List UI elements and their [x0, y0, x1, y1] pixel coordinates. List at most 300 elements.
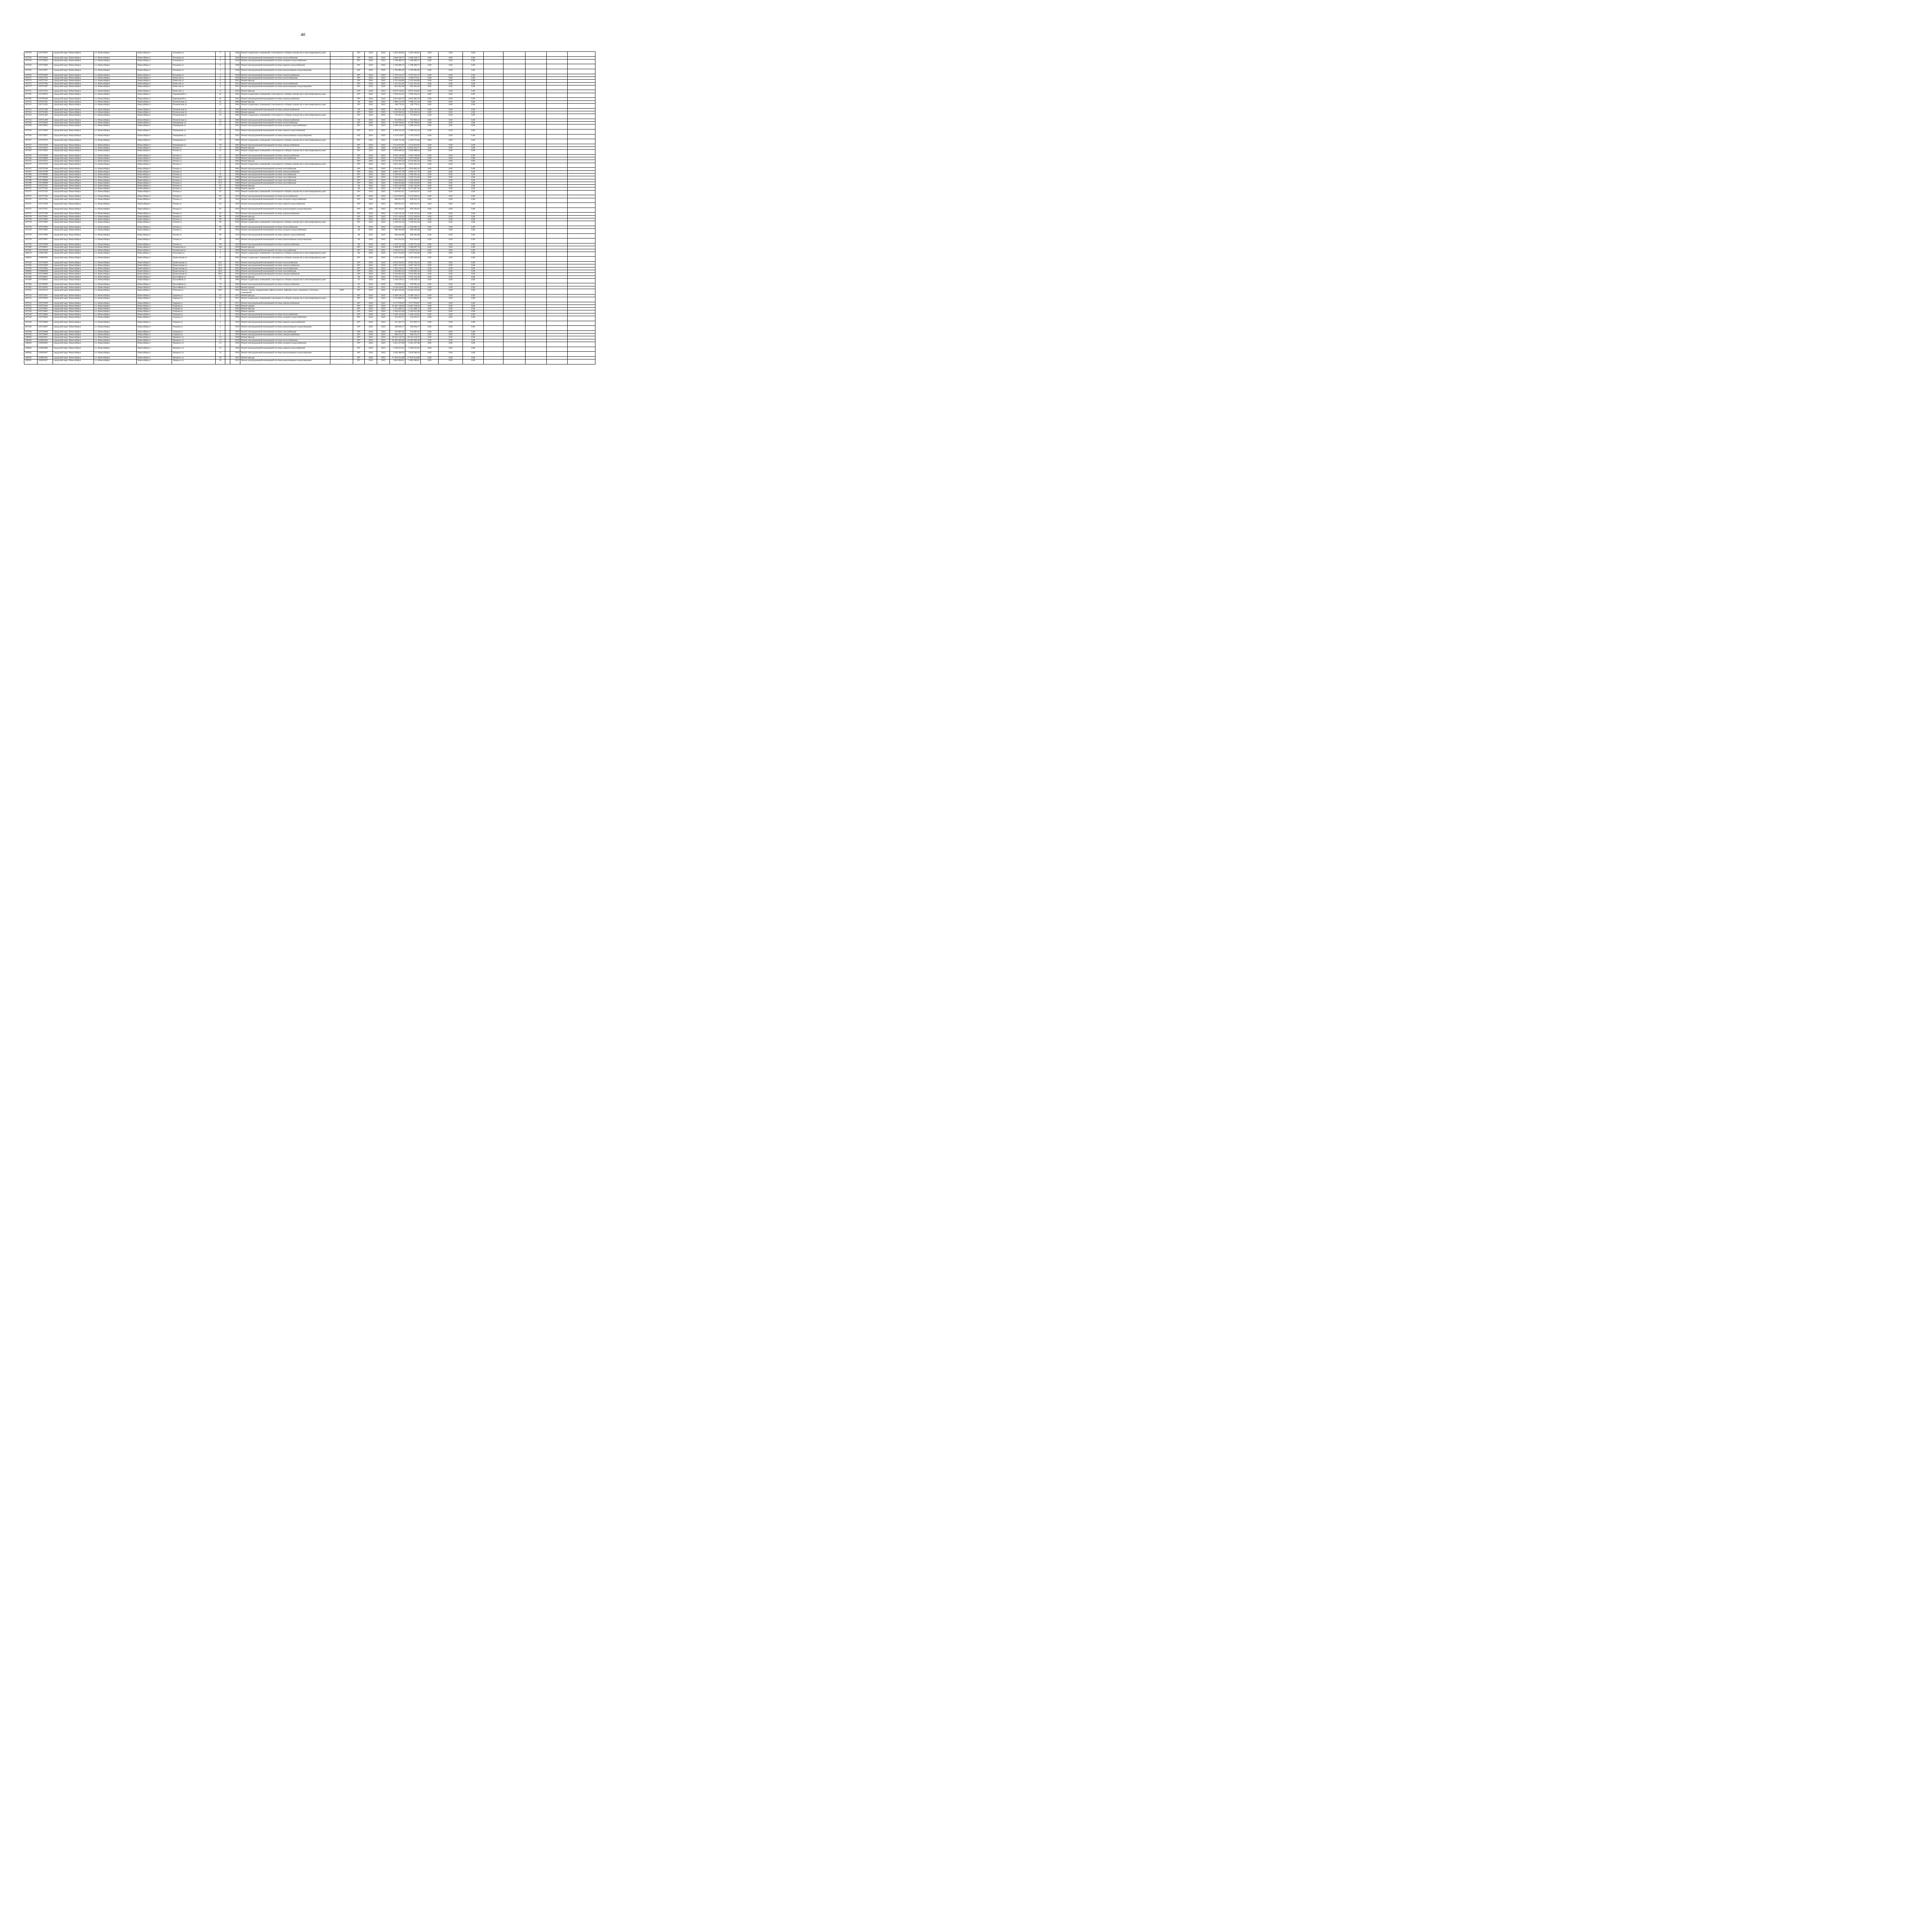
table-body: [24, 52, 595, 364]
table-row: [24, 77, 595, 79]
cell-budget-local: 0,00: [439, 98, 463, 100]
cell-year-start: 2024: [365, 215, 377, 218]
cell-empty: [503, 108, 526, 111]
cell-city: Новосибирск г: [137, 229, 172, 234]
cell-municipality: городской округ Новосибирск: [53, 93, 94, 98]
cell-wear: 69*: [353, 85, 365, 90]
cell-build-year: 1959: [230, 218, 240, 221]
cell-budget-local: 0,00: [439, 294, 463, 297]
cell-build-year: 1968: [230, 249, 240, 252]
cell-work-type: Ремонт подвальных помещений, относящихся к общему имуществу в многоквартирном доме: [240, 190, 330, 195]
table-row: [24, 246, 595, 249]
cell-budget-local: 0,00: [439, 316, 463, 321]
cell-work-type: Ремонт внутридомовой инженерной системы электроснабжения: [240, 144, 330, 146]
cell-total-cost: 669 053,76: [390, 198, 405, 203]
cell-house-id: 107546: [24, 313, 37, 316]
cell-work-type: Ремонт внутридомовой инженерной системы электроснабжения: [240, 264, 330, 267]
cell-empty: [484, 52, 503, 57]
cell-owners-funds: 0,00: [463, 122, 484, 124]
cell-empty: [547, 103, 568, 108]
cell-street: Титова ул: [172, 154, 216, 157]
cell-owners-funds: 0,00: [463, 198, 484, 203]
cell-empty: [526, 114, 547, 119]
cell-work-id: 110732703: [37, 139, 53, 144]
cell-street: Троллейная ул: [172, 278, 216, 283]
cell-work-id: 110731301: [37, 100, 53, 103]
table-row: [24, 168, 595, 170]
cell-budget-local: 0,00: [439, 146, 463, 149]
cell-fund-cost: 669 053,76: [405, 198, 421, 203]
cell-year-end: 2025: [377, 273, 390, 276]
cell-empty: [225, 170, 230, 173]
cell-owners-funds: 0,00: [463, 215, 484, 218]
cell-empty: [547, 339, 568, 342]
table-row: [24, 52, 595, 57]
cell-house-number: 4: [216, 252, 225, 257]
cell-owners-funds: 0,00: [463, 310, 484, 313]
cell-work-type: Ремонт внутридомовой инженерной системы горячего водоснабжения: [240, 233, 330, 238]
cell-wear: 69*: [353, 64, 365, 69]
cell-work-type: Ремонт подвальных помещений, относящихся к общему имуществу в многоквартирном доме: [240, 93, 330, 98]
cell-empty: [503, 267, 526, 270]
cell-empty: [225, 302, 230, 305]
cell-empty: [568, 146, 595, 149]
cell-empty: [547, 146, 568, 149]
cell-budget-local: 0,00: [439, 321, 463, 326]
cell-work-type: Ремонт внутридомовой инженерной системы электроснабжения: [240, 154, 330, 157]
cell-total-cost: 6 805 827,46: [390, 218, 405, 221]
cell-empty: [503, 157, 526, 160]
cell-house-number: 93: [216, 190, 225, 195]
cell-empty: [484, 326, 503, 331]
cell-city: Новосибирск г: [137, 289, 172, 295]
cell-empty: [225, 252, 230, 257]
cell-budget-local: 0,00: [439, 144, 463, 146]
cell-settlement: г.о. Новосибирск: [94, 134, 137, 139]
cell-wear: 69*: [353, 98, 365, 100]
cell-street: Тельмана ул: [172, 59, 216, 64]
cell-year-start: 2024: [365, 64, 377, 69]
cell-city: Новосибирск г: [137, 124, 172, 129]
cell-budget-local: 0,00: [439, 69, 463, 74]
cell-street: Тополевая ул: [172, 252, 216, 257]
cell-build-year: 1962: [230, 146, 240, 149]
cell-house-number: 6: [216, 80, 225, 82]
cell-year-start: 2024: [365, 69, 377, 74]
cell-build-year: 1959: [230, 246, 240, 249]
cell-wear: 69*: [353, 215, 365, 218]
cell-build-year: 1960: [230, 276, 240, 278]
cell-city: Новосибирск г: [137, 278, 172, 283]
cell-empty: [526, 98, 547, 100]
cell-empty: [484, 98, 503, 100]
cell-work-type: Ремонт фасада: [240, 215, 330, 218]
cell-fund-cost: 8 924 593,03: [405, 262, 421, 264]
cell-year-end: 2025: [377, 336, 390, 339]
table-row: [24, 56, 595, 59]
cell-build-year: 1935: [230, 356, 240, 359]
cell-empty: [503, 93, 526, 98]
cell-fund-cost: 1 783 985,05: [405, 69, 421, 74]
cell-fund-cost: 351 023,71: [405, 316, 421, 321]
cell-wear: 69*: [353, 316, 365, 321]
cell-empty: [568, 170, 595, 173]
cell-year-end: 2025: [377, 154, 390, 157]
cell-work-type: Ремонт крыши: [240, 310, 330, 313]
cell-empty: [225, 90, 230, 93]
cell-total-cost: 4 967 345,59: [390, 264, 405, 267]
cell-total-cost: 1 166 132,03: [390, 313, 405, 316]
cell-year-start: 2024: [365, 203, 377, 208]
table-row: [24, 221, 595, 226]
cell-empty: [484, 160, 503, 163]
cell-empty: [526, 297, 547, 302]
cell-empty: [225, 278, 230, 283]
cell-municipality: городской округ Новосибирск: [53, 308, 94, 310]
cell-empty: [568, 316, 595, 321]
cell-street: Техническая ул: [172, 111, 216, 114]
cell-empty: [526, 64, 547, 69]
cell-lift-year: -: [330, 347, 353, 352]
cell-house-number: 73: [216, 283, 225, 286]
cell-budget-subject: 0,00: [421, 173, 439, 176]
cell-owners-funds: 0,00: [463, 213, 484, 215]
table-row: [24, 74, 595, 77]
cell-budget-local: 0,00: [439, 93, 463, 98]
cell-total-cost: 2 499 543,36: [390, 124, 405, 129]
cell-budget-local: 0,00: [439, 347, 463, 352]
table-row: [24, 229, 595, 234]
cell-settlement: г.о. Новосибирск: [94, 267, 137, 270]
cell-lift-year: -: [330, 146, 353, 149]
cell-budget-local: 0,00: [439, 103, 463, 108]
table-row: [24, 59, 595, 64]
cell-budget-subject: 0,00: [421, 103, 439, 108]
cell-empty: [547, 276, 568, 278]
cell-wear: 69*: [353, 264, 365, 267]
cell-empty: [547, 157, 568, 160]
cell-municipality: городской округ Новосибирск: [53, 313, 94, 316]
cell-city: Новосибирск г: [137, 243, 172, 246]
cell-fund-cost: 2 289 473,21: [405, 77, 421, 79]
cell-empty: [225, 218, 230, 221]
cell-empty: [484, 187, 503, 190]
cell-lift-year: 1996: [330, 289, 353, 295]
cell-total-cost: 1 620 059,62: [390, 179, 405, 182]
cell-wear: 69*: [353, 150, 365, 155]
cell-work-type: Ремонт внутридомовой инженерной системы горячего водоснабжения: [240, 347, 330, 352]
cell-total-cost: 352 056,12: [390, 119, 405, 121]
cell-empty: [526, 195, 547, 198]
cell-empty: [568, 93, 595, 98]
cell-work-type: Ремонт внутридомовой инженерной системы холодного водоснабжения: [240, 342, 330, 347]
cell-lift-year: -: [330, 359, 353, 364]
cell-budget-local: 0,00: [439, 168, 463, 170]
cell-work-id: 110737504: [37, 195, 53, 198]
cell-year-end: 2025: [377, 347, 390, 352]
cell-work-type: Ремонт, замена, модернизация лифтов, ремонт лифтовых шахт, машинных и блочных помещений: [240, 289, 330, 295]
cell-total-cost: 8 276 465,30: [390, 160, 405, 163]
cell-total-cost: 19 542 518,70: [390, 336, 405, 339]
cell-street: Тенистая ул: [172, 85, 216, 90]
cell-settlement: г.о. Новосибирск: [94, 213, 137, 215]
cell-empty: [526, 56, 547, 59]
cell-house-id: 107250: [24, 52, 37, 57]
cell-wear: 60: [353, 119, 365, 121]
cell-empty: [225, 144, 230, 146]
cell-budget-subject: 0,00: [421, 150, 439, 155]
cell-work-id: 110733701: [37, 160, 53, 163]
cell-wear: 69*: [353, 160, 365, 163]
cell-municipality: городской округ Новосибирск: [53, 302, 94, 305]
cell-empty: [568, 321, 595, 326]
cell-build-year: 1958: [230, 77, 240, 79]
cell-house-number: 4: [216, 249, 225, 252]
cell-municipality: городской округ Новосибирск: [53, 114, 94, 119]
cell-municipality: городской округ Новосибирск: [53, 198, 94, 203]
cell-work-id: 110744009: [37, 273, 53, 276]
cell-build-year: 1968: [230, 182, 240, 184]
cell-budget-local: 0,00: [439, 198, 463, 203]
cell-settlement: г.о. Новосибирск: [94, 190, 137, 195]
cell-total-cost: 1 639 674,14: [390, 249, 405, 252]
cell-empty: [547, 316, 568, 321]
cell-budget-subject: 0,00: [421, 310, 439, 313]
cell-empty: [503, 330, 526, 333]
cell-work-id: 110737807: [37, 238, 53, 243]
cell-empty: [225, 52, 230, 57]
cell-lift-year: -: [330, 267, 353, 270]
cell-city: Новосибирск г: [137, 252, 172, 257]
cell-empty: [547, 336, 568, 339]
cell-city: Новосибирск г: [137, 208, 172, 213]
cell-build-year: 1950: [230, 257, 240, 262]
cell-owners-funds: 0,00: [463, 278, 484, 283]
cell-empty: [526, 80, 547, 82]
cell-wear: 69*: [353, 157, 365, 160]
cell-wear: 69*: [353, 221, 365, 226]
cell-house-id: 107273: [24, 80, 37, 82]
cell-budget-local: 0,00: [439, 150, 463, 155]
cell-municipality: городской округ Новосибирск: [53, 146, 94, 149]
cell-empty: [225, 262, 230, 264]
cell-street: Урицкого ул: [172, 356, 216, 359]
cell-house-id: 107273: [24, 82, 37, 85]
cell-street: Титова ул: [172, 170, 216, 173]
cell-empty: [547, 305, 568, 307]
cell-total-cost: 2 656 386,56: [390, 352, 405, 357]
cell-total-cost: 8 972 516,81: [390, 90, 405, 93]
cell-settlement: г.о. Новосибирск: [94, 170, 137, 173]
cell-empty: [547, 257, 568, 262]
cell-house-number: 36: [216, 359, 225, 364]
cell-wear: 60: [353, 243, 365, 246]
table-row: [24, 359, 595, 364]
cell-empty: [547, 80, 568, 82]
cell-settlement: г.о. Новосибирск: [94, 330, 137, 333]
cell-build-year: 1962: [230, 170, 240, 173]
cell-empty: [484, 215, 503, 218]
cell-empty: [225, 85, 230, 90]
cell-empty: [568, 262, 595, 264]
table-row: [24, 150, 595, 155]
cell-municipality: городской округ Новосибирск: [53, 56, 94, 59]
cell-street: Титова ул: [172, 203, 216, 208]
cell-empty: [503, 215, 526, 218]
cell-house-number: 12: [216, 108, 225, 111]
cell-empty: [484, 264, 503, 267]
cell-settlement: г.о. Новосибирск: [94, 108, 137, 111]
cell-house-number: 93: [216, 198, 225, 203]
cell-owners-funds: 0,00: [463, 356, 484, 359]
cell-municipality: городской округ Новосибирск: [53, 221, 94, 226]
cell-total-cost: 1 590 265,42: [390, 173, 405, 176]
cell-year-end: 2025: [377, 111, 390, 114]
cell-empty: [503, 74, 526, 77]
cell-empty: [225, 229, 230, 234]
cell-lift-year: -: [330, 157, 353, 160]
cell-settlement: г.о. Новосибирск: [94, 339, 137, 342]
cell-lift-year: -: [330, 122, 353, 124]
cell-year-start: 2024: [365, 276, 377, 278]
cell-empty: [526, 85, 547, 90]
cell-lift-year: -: [330, 213, 353, 215]
cell-owners-funds: 0,00: [463, 146, 484, 149]
cell-lift-year: -: [330, 229, 353, 234]
table-row: [24, 173, 595, 176]
cell-fund-cost: 2 656 386,56: [405, 352, 421, 357]
cell-house-number: 54/1: [216, 262, 225, 264]
cell-street: Титова ул: [172, 146, 216, 149]
cell-empty: [547, 98, 568, 100]
cell-empty: [547, 310, 568, 313]
cell-lift-year: -: [330, 270, 353, 272]
cell-settlement: г.о. Новосибирск: [94, 283, 137, 286]
cell-house-id: 107273: [24, 85, 37, 90]
cell-empty: [547, 77, 568, 79]
cell-budget-subject: 0,00: [421, 316, 439, 321]
cell-owners-funds: 0,00: [463, 308, 484, 310]
cell-work-id: 110858401: [37, 336, 53, 339]
cell-city: Новосибирск г: [137, 69, 172, 74]
cell-year-end: 2025: [377, 195, 390, 198]
cell-work-type: Ремонт фасада: [240, 336, 330, 339]
cell-house-number: 12: [216, 157, 225, 160]
cell-empty: [484, 221, 503, 226]
cell-municipality: городской округ Новосибирск: [53, 122, 94, 124]
cell-year-end: 2025: [377, 352, 390, 357]
cell-build-year: 1948: [230, 64, 240, 69]
cell-fund-cost: 2 822 342,19: [405, 163, 421, 168]
cell-year-end: 2025: [377, 80, 390, 82]
cell-total-cost: 10 285 665,09: [390, 339, 405, 342]
cell-year-start: 2024: [365, 310, 377, 313]
cell-total-cost: 17 024 614,88: [390, 356, 405, 359]
cell-budget-local: 0,00: [439, 339, 463, 342]
cell-empty: [547, 64, 568, 69]
cell-city: Новосибирск г: [137, 276, 172, 278]
cell-work-type: Ремонт внутридомовой инженерной системы теплоснабжения: [240, 226, 330, 228]
cell-empty: [484, 122, 503, 124]
cell-year-start: 2024: [365, 111, 377, 114]
cell-owners-funds: 0,00: [463, 342, 484, 347]
cell-budget-subject: 0,00: [421, 218, 439, 221]
cell-city: Новосибирск г: [137, 74, 172, 77]
cell-fund-cost: 8 972 516,81: [405, 90, 421, 93]
cell-empty: [568, 85, 595, 90]
cell-house-id: 107327: [24, 139, 37, 144]
cell-fund-cost: 5 633 093,40: [405, 273, 421, 276]
cell-empty: [526, 342, 547, 347]
cell-work-type: Ремонт внутридомовой инженерной системы газоснабжения: [240, 330, 330, 333]
cell-street: Титова ул: [172, 176, 216, 179]
cell-work-type: Ремонт внутридомовой инженерной системы теплоснабжения: [240, 122, 330, 124]
cell-budget-local: 0,00: [439, 208, 463, 213]
table-row: [24, 308, 595, 310]
cell-lift-year: -: [330, 336, 353, 339]
cell-wear: 69*: [353, 129, 365, 134]
cell-empty: [503, 286, 526, 289]
cell-street: Ударная ул: [172, 294, 216, 297]
cell-build-year: 1964: [230, 273, 240, 276]
cell-lift-year: -: [330, 302, 353, 305]
cell-city: Новосибирск г: [137, 59, 172, 64]
cell-year-end: 2025: [377, 294, 390, 297]
cell-municipality: городской округ Новосибирск: [53, 215, 94, 218]
cell-total-cost: 1 236 145,56: [390, 213, 405, 215]
cell-empty: [547, 114, 568, 119]
cell-build-year: 1959: [230, 233, 240, 238]
cell-empty: [547, 69, 568, 74]
cell-build-year: 1959: [230, 313, 240, 316]
cell-empty: [547, 297, 568, 302]
cell-house-number: 2: [216, 168, 225, 170]
cell-empty: [526, 82, 547, 85]
cell-lift-year: -: [330, 77, 353, 79]
cell-wear: 69*: [353, 93, 365, 98]
cell-budget-subject: 0,00: [421, 160, 439, 163]
table-row: [24, 170, 595, 173]
cell-house-number: 2: [216, 313, 225, 316]
cell-empty: [547, 278, 568, 283]
cell-city: Новосибирск г: [137, 150, 172, 155]
cell-city: Новосибирск г: [137, 114, 172, 119]
cell-empty: [484, 176, 503, 179]
cell-street: Тихвинская ул: [172, 246, 216, 249]
cell-total-cost: 5 589 655,81: [390, 347, 405, 352]
cell-budget-local: 0,00: [439, 215, 463, 218]
cell-street: Урицкого ул: [172, 352, 216, 357]
cell-wear: 69*: [353, 273, 365, 276]
cell-year-end: 2025: [377, 297, 390, 302]
cell-empty: [526, 124, 547, 129]
cell-empty: [503, 294, 526, 297]
cell-empty: [484, 257, 503, 262]
cell-wear: 60: [353, 226, 365, 228]
cell-fund-cost: 1 234 721,28: [405, 243, 421, 246]
cell-empty: [484, 246, 503, 249]
cell-fund-cost: 2 365 245,00: [405, 185, 421, 187]
cell-empty: [547, 187, 568, 190]
cell-empty: [484, 168, 503, 170]
cell-year-start: 2024: [365, 195, 377, 198]
cell-empty: [568, 179, 595, 182]
cell-year-end: 2025: [377, 246, 390, 249]
cell-empty: [568, 69, 595, 74]
cell-empty: [547, 321, 568, 326]
cell-house-number: 36: [216, 356, 225, 359]
cell-settlement: г.о. Новосибирск: [94, 82, 137, 85]
